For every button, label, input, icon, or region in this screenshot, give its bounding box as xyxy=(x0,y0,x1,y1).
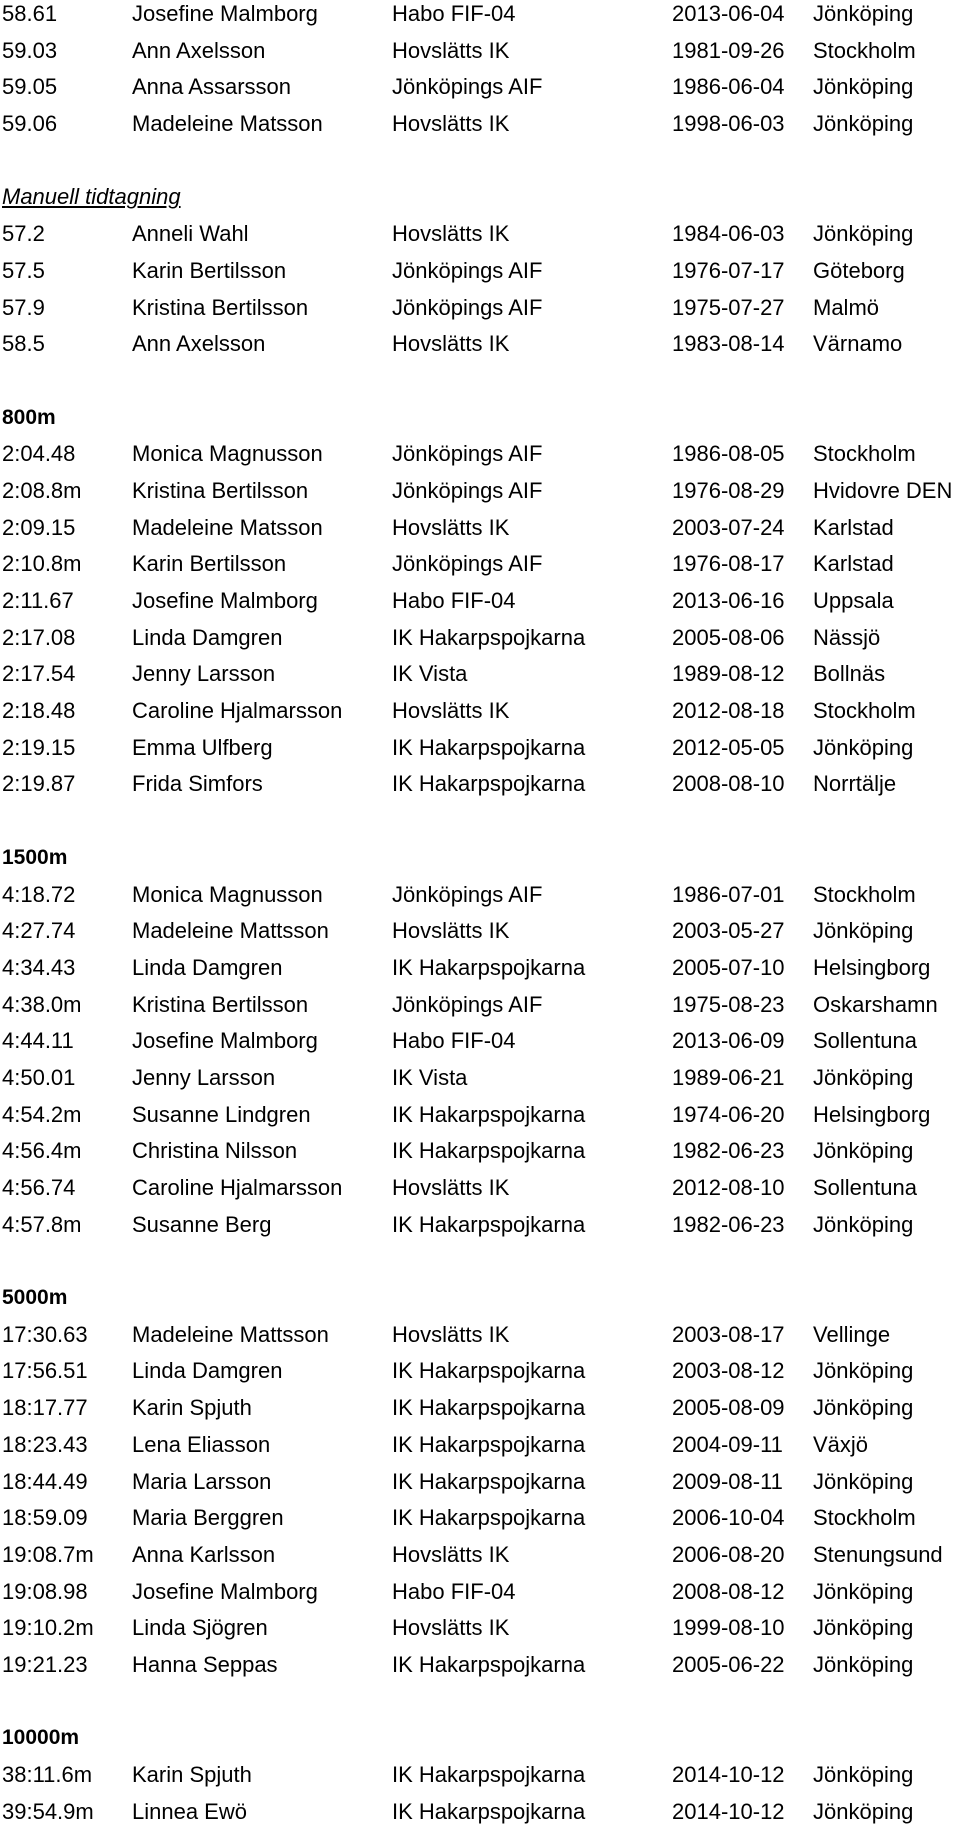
result-club: Hovslätts IK xyxy=(392,1321,510,1347)
section-gap xyxy=(2,367,957,404)
result-name: Caroline Hjalmarsson xyxy=(132,698,343,724)
result-name: Susanne Lindgren xyxy=(132,1101,311,1127)
result-row xyxy=(2,1357,957,1394)
result-name: Kristina Bertilsson xyxy=(132,991,309,1017)
result-time: 4:27.74 xyxy=(2,918,76,944)
result-time: 59.06 xyxy=(2,111,58,137)
result-club: IK Hakarpspojkarna xyxy=(392,1431,586,1457)
result-row xyxy=(2,1027,957,1064)
result-club: Hovslätts IK xyxy=(392,514,510,540)
result-date: 1989-06-21 xyxy=(672,1064,785,1090)
result-time: 17:30.63 xyxy=(2,1321,88,1347)
result-club: Hovslätts IK xyxy=(392,1615,510,1641)
result-time: 19:08.98 xyxy=(2,1578,88,1604)
result-row xyxy=(2,1541,957,1578)
result-club: Hovslätts IK xyxy=(392,331,510,357)
result-club: IK Hakarpspojkarna xyxy=(392,624,586,650)
result-row xyxy=(2,37,957,74)
result-row xyxy=(2,1137,957,1174)
result-club: IK Hakarpspojkarna xyxy=(392,1101,586,1127)
result-club: IK Hakarpspojkarna xyxy=(392,1211,586,1237)
result-place: Malmö xyxy=(813,294,880,320)
result-name: Linda Damgren xyxy=(132,1358,283,1384)
result-name: Josefine Malmborg xyxy=(132,1028,318,1054)
result-date: 1982-06-23 xyxy=(672,1138,785,1164)
result-row xyxy=(2,1394,957,1431)
result-row xyxy=(2,257,957,294)
result-time: 4:54.2m xyxy=(2,1101,82,1127)
result-row xyxy=(2,917,957,954)
result-time: 38:11.6m xyxy=(2,1762,93,1787)
result-row xyxy=(2,881,957,918)
result-club: Hovslätts IK xyxy=(392,1175,510,1200)
result-club: Hovslätts IK xyxy=(392,37,510,63)
result-name: Lena Eliasson xyxy=(132,1431,271,1457)
result-place: Jönköping xyxy=(813,111,914,137)
result-time: 4:56.4m xyxy=(2,1138,82,1164)
result-place: Bollnäs xyxy=(813,661,886,687)
result-name: Anna Assarsson xyxy=(132,74,291,100)
result-row xyxy=(2,1064,957,1101)
section-gap xyxy=(2,1688,957,1725)
result-name: Maria Berggren xyxy=(132,1505,284,1531)
result-place: Jönköping xyxy=(813,1,914,26)
result-club: Jönköpings AIF xyxy=(392,74,543,100)
result-name: Ann Axelsson xyxy=(132,331,266,357)
result-date: 2004-09-11 xyxy=(672,1431,783,1457)
result-name: Karin Bertilsson xyxy=(132,551,287,577)
result-place: Sollentuna xyxy=(813,1175,917,1200)
result-row xyxy=(2,991,957,1028)
result-row xyxy=(2,1174,957,1211)
result-place: Värnamo xyxy=(813,331,903,357)
result-row xyxy=(2,624,957,661)
result-name: Susanne Berg xyxy=(132,1211,272,1237)
result-time: 57.9 xyxy=(2,294,45,320)
result-place: Göteborg xyxy=(813,257,905,283)
result-date: 2013-06-04 xyxy=(672,1,785,26)
result-place: Jönköping xyxy=(813,1798,914,1824)
result-row xyxy=(2,73,957,110)
result-name: Caroline Hjalmarsson xyxy=(132,1175,343,1200)
result-time: 59.03 xyxy=(2,37,58,63)
result-club: IK Hakarpspojkarna xyxy=(392,1762,586,1787)
result-place: Hvidovre DEN xyxy=(813,477,953,503)
result-date: 2005-06-22 xyxy=(672,1651,785,1677)
result-date: 1999-08-10 xyxy=(672,1615,785,1641)
result-place: Jönköping xyxy=(813,1651,914,1677)
result-time: 59.05 xyxy=(2,74,58,100)
result-row xyxy=(2,1321,957,1358)
result-club: IK Hakarpspojkarna xyxy=(392,1358,586,1384)
result-club: Jönköpings AIF xyxy=(392,294,543,320)
result-date: 2014-10-12 xyxy=(672,1762,785,1787)
result-time: 2:09.15 xyxy=(2,514,76,540)
result-place: Jönköping xyxy=(813,1395,914,1421)
result-club: Jönköpings AIF xyxy=(392,441,543,467)
result-row xyxy=(2,0,957,37)
result-date: 1983-08-14 xyxy=(672,331,785,357)
result-place: Jönköping xyxy=(813,734,914,760)
section-heading-800m: 800m xyxy=(2,405,56,429)
result-row xyxy=(2,1431,957,1468)
result-time: 18:44.49 xyxy=(2,1468,88,1494)
result-row xyxy=(2,514,957,551)
result-name: Frida Simfors xyxy=(132,771,263,797)
result-place: Vellinge xyxy=(813,1321,891,1347)
result-place: Stockholm xyxy=(813,1505,916,1531)
result-place: Växjö xyxy=(813,1431,869,1457)
result-place: Jönköping xyxy=(813,1064,914,1090)
result-club: IK Hakarpspojkarna xyxy=(392,734,586,760)
result-name: Karin Spjuth xyxy=(132,1395,252,1421)
section-heading-1500m: 1500m xyxy=(2,845,68,869)
result-row xyxy=(2,220,957,257)
result-row xyxy=(2,1651,957,1688)
result-club: IK Hakarpspojkarna xyxy=(392,1505,586,1531)
result-time: 2:19.15 xyxy=(2,734,76,760)
result-name: Anna Karlsson xyxy=(132,1541,276,1567)
section-heading-manuell: Manuell tidtagning xyxy=(2,184,181,210)
result-date: 2006-10-04 xyxy=(672,1505,785,1531)
result-date: 2008-08-10 xyxy=(672,771,785,797)
result-club: Jönköpings AIF xyxy=(392,477,543,503)
result-time: 4:57.8m xyxy=(2,1211,82,1237)
result-date: 2005-08-09 xyxy=(672,1395,785,1421)
result-place: Stockholm xyxy=(813,37,916,63)
result-name: Kristina Bertilsson xyxy=(132,477,309,503)
result-row xyxy=(2,330,957,367)
result-row xyxy=(2,770,957,807)
result-date: 2005-08-06 xyxy=(672,624,785,650)
result-row xyxy=(2,1798,957,1835)
result-date: 1975-08-23 xyxy=(672,991,785,1017)
result-club: IK Vista xyxy=(392,661,468,687)
result-time: 2:08.8m xyxy=(2,477,82,503)
result-date: 2012-08-10 xyxy=(672,1175,785,1200)
result-place: Sollentuna xyxy=(813,1028,917,1054)
result-date: 2003-05-27 xyxy=(672,918,785,944)
result-date: 1974-06-20 xyxy=(672,1101,785,1127)
result-date: 2013-06-16 xyxy=(672,588,785,613)
result-name: Monica Magnusson xyxy=(132,881,323,907)
result-row xyxy=(2,1761,957,1798)
result-date: 2003-08-12 xyxy=(672,1358,785,1384)
result-club: Jönköpings AIF xyxy=(392,257,543,283)
result-date: 1981-09-26 xyxy=(672,37,785,63)
result-name: Anneli Wahl xyxy=(132,221,249,247)
result-date: 2014-10-12 xyxy=(672,1798,785,1824)
result-row xyxy=(2,1504,957,1541)
section-heading-5000m: 5000m xyxy=(2,1286,68,1310)
result-name: Jenny Larsson xyxy=(132,661,276,687)
result-place: Karlstad xyxy=(813,514,894,540)
result-time: 39:54.9m xyxy=(2,1798,94,1824)
result-place: Jönköping xyxy=(813,918,914,944)
result-time: 4:50.01 xyxy=(2,1064,76,1090)
result-row xyxy=(2,550,957,587)
result-row xyxy=(2,954,957,991)
result-time: 17:56.51 xyxy=(2,1358,88,1384)
result-place: Stockholm xyxy=(813,698,916,724)
result-row xyxy=(2,1614,957,1651)
result-date: 2009-08-11 xyxy=(672,1468,783,1494)
result-time: 19:10.2m xyxy=(2,1615,94,1641)
result-club: Hovslätts IK xyxy=(392,698,510,724)
result-time: 58.61 xyxy=(2,1,58,26)
result-name: Josefine Malmborg xyxy=(132,1,318,26)
result-name: Linda Damgren xyxy=(132,954,283,980)
result-row xyxy=(2,294,957,331)
result-name: Linda Sjögren xyxy=(132,1615,268,1641)
result-time: 18:17.77 xyxy=(2,1395,88,1421)
result-time: 2:18.48 xyxy=(2,698,76,724)
result-place: Jönköping xyxy=(813,1358,914,1384)
result-time: 19:21.23 xyxy=(2,1651,88,1677)
result-row xyxy=(2,1578,957,1615)
result-time: 2:10.8m xyxy=(2,551,82,577)
result-date: 2003-08-17 xyxy=(672,1321,785,1347)
result-date: 1976-07-17 xyxy=(672,257,785,283)
result-place: Oskarshamn xyxy=(813,991,938,1017)
section-heading-10000m: 10000m xyxy=(2,1726,80,1750)
result-club: Jönköpings AIF xyxy=(392,551,543,577)
results-document xyxy=(2,0,957,1834)
result-date: 2008-08-12 xyxy=(672,1578,785,1604)
result-place: Stockholm xyxy=(813,881,916,907)
result-time: 4:18.72 xyxy=(2,881,76,907)
result-date: 1986-08-05 xyxy=(672,441,785,467)
result-date: 2006-08-20 xyxy=(672,1541,785,1567)
result-name: Linnea Ewö xyxy=(132,1798,247,1824)
result-date: 1986-07-01 xyxy=(672,881,785,907)
result-name: Jenny Larsson xyxy=(132,1064,276,1090)
result-name: Maria Larsson xyxy=(132,1468,272,1494)
result-date: 1986-06-04 xyxy=(672,74,785,100)
result-club: Habo FIF-04 xyxy=(392,1028,516,1054)
result-club: IK Hakarpspojkarna xyxy=(392,954,586,980)
result-date: 1975-07-27 xyxy=(672,294,785,320)
result-place: Helsingborg xyxy=(813,1101,931,1127)
result-name: Monica Magnusson xyxy=(132,441,323,467)
result-place: Jönköping xyxy=(813,1762,914,1787)
result-row xyxy=(2,110,957,147)
result-row xyxy=(2,1211,957,1248)
result-row xyxy=(2,587,957,624)
result-club: Habo FIF-04 xyxy=(392,1578,516,1604)
result-row xyxy=(2,660,957,697)
result-club: Hovslätts IK xyxy=(392,1541,510,1567)
result-name: Madeleine Mattsson xyxy=(132,1321,329,1347)
result-row xyxy=(2,440,957,477)
result-club: Jönköpings AIF xyxy=(392,991,543,1017)
result-time: 4:34.43 xyxy=(2,954,76,980)
result-time: 2:19.87 xyxy=(2,771,76,797)
result-club: IK Hakarpspojkarna xyxy=(392,771,586,797)
result-place: Jönköping xyxy=(813,1615,914,1641)
result-date: 2012-05-05 xyxy=(672,734,785,760)
result-row xyxy=(2,697,957,734)
result-name: Kristina Bertilsson xyxy=(132,294,309,320)
result-club: Habo FIF-04 xyxy=(392,1,516,26)
section-gap xyxy=(2,1247,957,1284)
result-name: Josefine Malmborg xyxy=(132,1578,318,1604)
result-club: IK Hakarpspojkarna xyxy=(392,1798,586,1824)
result-time: 18:23.43 xyxy=(2,1431,88,1457)
result-time: 57.5 xyxy=(2,257,45,283)
result-name: Madeleine Mattsson xyxy=(132,918,329,944)
section-gap xyxy=(2,147,957,184)
result-date: 1982-06-23 xyxy=(672,1211,785,1237)
result-place: Uppsala xyxy=(813,588,894,613)
result-date: 2005-07-10 xyxy=(672,954,785,980)
result-place: Jönköping xyxy=(813,1138,914,1164)
result-row xyxy=(2,734,957,771)
result-time: 4:38.0m xyxy=(2,991,82,1017)
result-time: 19:08.7m xyxy=(2,1541,94,1567)
result-time: 2:17.54 xyxy=(2,661,76,687)
result-name: Karin Bertilsson xyxy=(132,257,287,283)
result-place: Stockholm xyxy=(813,441,916,467)
result-row xyxy=(2,477,957,514)
result-date: 1984-06-03 xyxy=(672,221,785,247)
result-name: Madeleine Matsson xyxy=(132,514,323,540)
result-time: 4:56.74 xyxy=(2,1175,76,1200)
result-name: Christina Nilsson xyxy=(132,1138,298,1164)
result-place: Jönköping xyxy=(813,221,914,247)
result-row xyxy=(2,1101,957,1138)
result-club: Habo FIF-04 xyxy=(392,588,516,613)
result-name: Josefine Malmborg xyxy=(132,588,318,613)
result-club: Jönköpings AIF xyxy=(392,881,543,907)
result-club: IK Hakarpspojkarna xyxy=(392,1138,586,1164)
result-place: Jönköping xyxy=(813,1468,914,1494)
result-name: Hanna Seppas xyxy=(132,1651,278,1677)
result-name: Karin Spjuth xyxy=(132,1762,252,1787)
result-time: 57.2 xyxy=(2,221,45,247)
result-time: 2:04.48 xyxy=(2,441,76,467)
result-place: Jönköping xyxy=(813,1578,914,1604)
result-place: Helsingborg xyxy=(813,954,931,980)
result-time: 2:17.08 xyxy=(2,624,76,650)
section-gap xyxy=(2,807,957,844)
result-row xyxy=(2,1468,957,1505)
result-date: 1976-08-17 xyxy=(672,551,785,577)
result-date: 2003-07-24 xyxy=(672,514,785,540)
result-place: Jönköping xyxy=(813,74,914,100)
result-place: Karlstad xyxy=(813,551,894,577)
result-club: Hovslätts IK xyxy=(392,111,510,137)
result-time: 58.5 xyxy=(2,331,45,357)
result-date: 1989-08-12 xyxy=(672,661,785,687)
result-date: 1998-06-03 xyxy=(672,111,785,137)
result-date: 2012-08-18 xyxy=(672,698,785,724)
result-name: Madeleine Matsson xyxy=(132,111,323,137)
result-place: Jönköping xyxy=(813,1211,914,1237)
result-place: Nässjö xyxy=(813,624,881,650)
result-place: Norrtälje xyxy=(813,771,897,797)
result-club: IK Vista xyxy=(392,1064,468,1090)
result-time: 2:11.67 xyxy=(2,588,74,613)
result-name: Ann Axelsson xyxy=(132,37,266,63)
result-date: 2013-06-09 xyxy=(672,1028,785,1054)
result-club: Hovslätts IK xyxy=(392,221,510,247)
result-time: 4:44.11 xyxy=(2,1028,74,1054)
result-club: IK Hakarpspojkarna xyxy=(392,1651,586,1677)
result-club: IK Hakarpspojkarna xyxy=(392,1468,586,1494)
result-club: Hovslätts IK xyxy=(392,918,510,944)
result-time: 18:59.09 xyxy=(2,1505,88,1531)
result-name: Linda Damgren xyxy=(132,624,283,650)
result-club: IK Hakarpspojkarna xyxy=(392,1395,586,1421)
result-date: 1976-08-29 xyxy=(672,477,785,503)
result-name: Emma Ulfberg xyxy=(132,734,273,760)
result-place: Stenungsund xyxy=(813,1541,943,1567)
